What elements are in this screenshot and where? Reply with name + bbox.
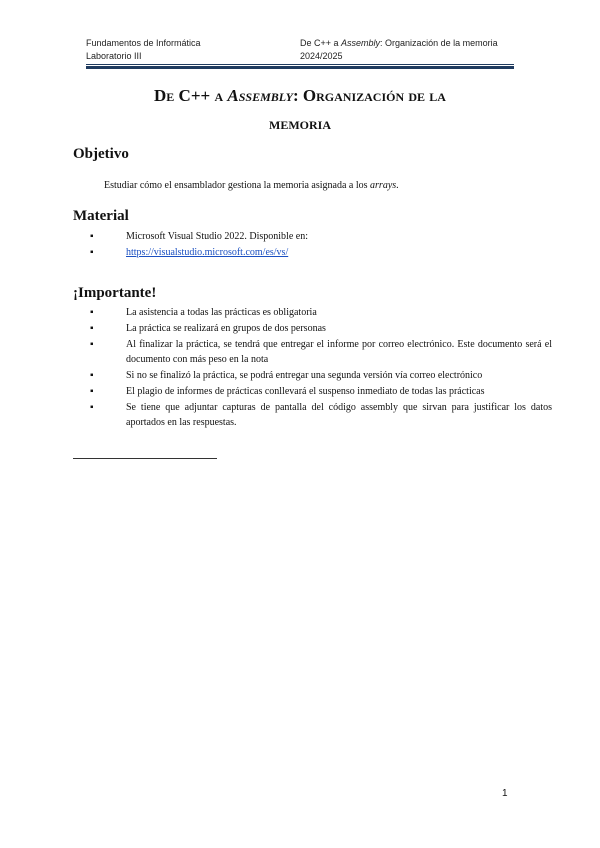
visual-studio-link[interactable]: https://visualstudio.microsoft.com/es/vs/ [126,247,289,258]
footnote-separator [73,458,217,459]
importante-list [86,305,552,431]
list-item: ▪ La asistencia a todas las prácticas es obligatoria [90,307,317,318]
bullet-icon: ▪ [90,231,94,242]
section-heading-objetivo: Objetivo [73,146,129,162]
bullet-icon: ▪ [90,339,94,350]
list-item: ▪ El plagio de informes de prácticas conllevará el suspenso inmediato de todas las prácticas [90,386,485,397]
objetivo-text: Estudiar cómo el ensamblador gestiona la memoria asignada a los arrays. [104,180,399,191]
header-doc-title: De C++ a Assembly: Organización de la memoria [300,38,498,48]
section-heading-material: Material [73,208,129,224]
header-divider-thin [86,64,514,65]
page-number: 1 [502,788,508,799]
header-course: Fundamentos de Informática [86,38,201,48]
bullet-icon: ▪ [90,323,94,334]
bullet-icon: ▪ [90,247,94,258]
page-title: De C++ a Assembly: Organización de la memoria [154,86,446,133]
header-left [86,37,201,63]
header-right [300,37,498,63]
header-year: 2024/2025 [300,51,343,61]
bullet-icon: ▪ [90,307,94,318]
bullet-icon: ▪ [90,402,94,413]
list-item [86,245,552,260]
list-item: ▪ Si no se finalizó la práctica, se podrá entregar una segunda versión vía correo electrónico [90,370,483,381]
list-item: ▪ Microsoft Visual Studio 2022. Disponible en: [90,231,308,242]
material-list [86,229,552,261]
header-divider-thick [86,66,514,69]
bullet-icon: ▪ [90,370,94,381]
list-item: ▪ Al finalizar la práctica, se tendrá que entregar el informe por correo electrónico. Este documento será el documento con más peso en la nota [90,339,552,365]
list-item: ▪ La práctica se realizará en grupos de dos personas [90,323,326,334]
list-item: ▪ Se tiene que adjuntar capturas de pantalla del código assembly que sirvan para justificar los datos aportados en las respuestas. [90,402,552,428]
bullet-icon: ▪ [90,386,94,397]
section-heading-importante: ¡Importante! [73,285,157,301]
header-lab: Laboratorio III [86,51,142,61]
